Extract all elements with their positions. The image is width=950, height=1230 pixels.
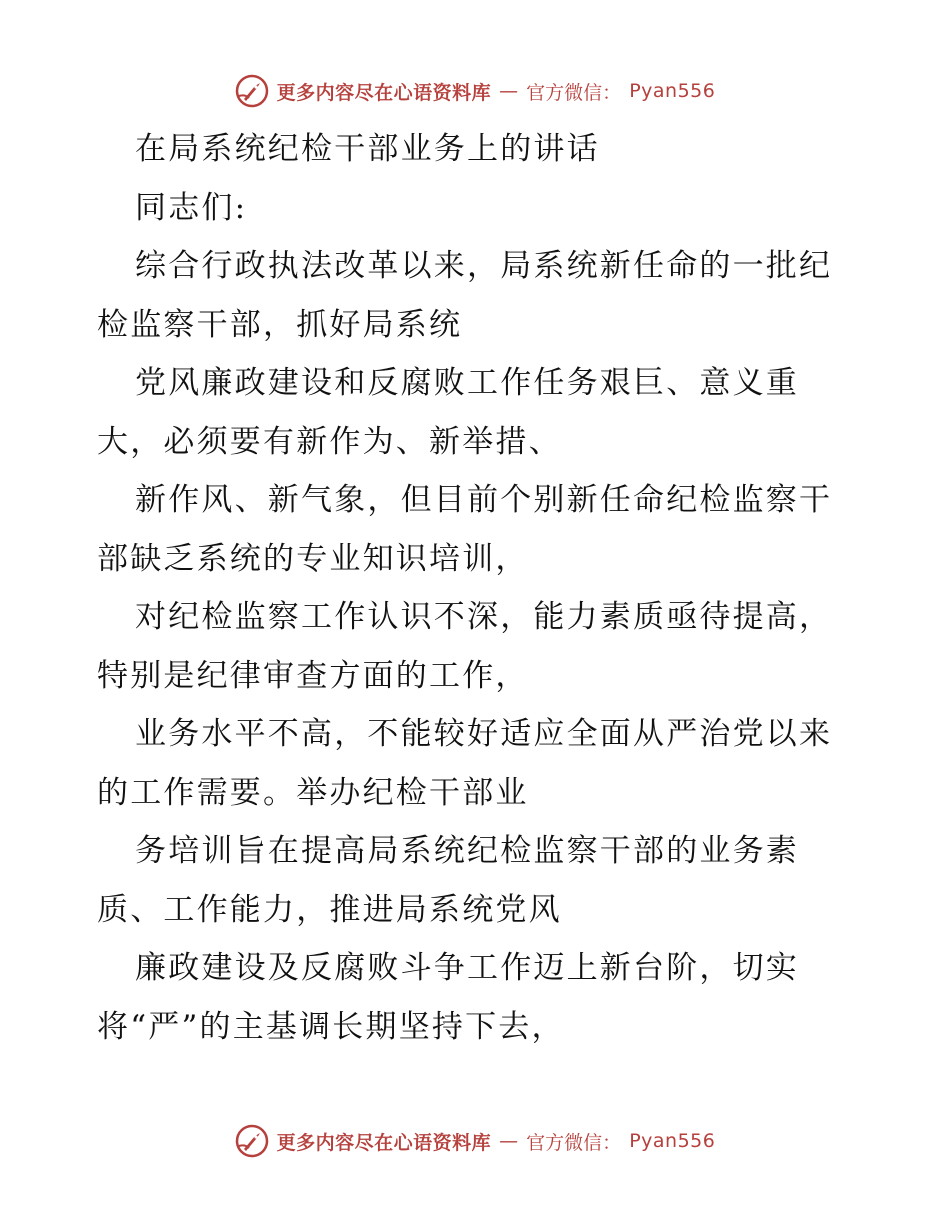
watermark-wechat-label: 官方微信：	[526, 81, 622, 104]
watermark-main-text: 更多内容尽在心语资料库	[276, 81, 492, 104]
pen-nib-logo-icon	[235, 74, 269, 108]
paragraph-line: 党风廉政建设和反腐败工作任务艰巨、意义重	[135, 365, 799, 401]
paragraph-line: 大，必须要有新作为、新举措、	[97, 423, 562, 460]
paragraph-line: 质、工作能力，推进局系统党风	[97, 891, 562, 928]
paragraph-line: 检监察干部，抓好局系统	[97, 306, 463, 343]
greeting: 同志们:	[135, 189, 248, 226]
paragraph-line: 廉政建设及反腐败斗争工作迈上新台阶，切实	[135, 950, 799, 986]
watermark-dash: —	[499, 1130, 519, 1152]
header-watermark	[0, 71, 950, 111]
footer-watermark	[0, 1121, 950, 1161]
document-title: 在局系统纪检干部业务上的讲话	[135, 131, 600, 167]
document-body	[97, 120, 857, 1056]
paragraph-line: 新作风、新气象，但目前个别新任命纪检监察干	[135, 482, 833, 518]
paragraph-line: 将“严”的主基调长期坚持下去，	[97, 1008, 565, 1045]
watermark-dash: —	[499, 80, 519, 102]
watermark-wechat-id: Pyan556	[629, 80, 716, 102]
paragraph-line: 的工作需要。举办纪检干部业	[97, 774, 529, 811]
watermark-wechat-id: Pyan556	[629, 1130, 716, 1152]
paragraph-line: 特别是纪律审查方面的工作，	[97, 657, 529, 694]
paragraph-line: 务培训旨在提高局系统纪检监察干部的业务素	[135, 833, 799, 869]
paragraph-line: 综合行政执法改革以来，局系统新任命的一批纪	[135, 248, 833, 284]
watermark-wechat-label: 官方微信：	[526, 1131, 622, 1154]
paragraph-line: 业务水平不高，不能较好适应全面从严治党以来	[135, 716, 833, 752]
paragraph-line: 部缺乏系统的专业知识培训，	[97, 540, 529, 577]
watermark-main-text: 更多内容尽在心语资料库	[276, 1131, 492, 1154]
paragraph-line: 对纪检监察工作认识不深，能力素质亟待提高，	[135, 599, 833, 635]
pen-nib-logo-icon	[235, 1124, 269, 1158]
